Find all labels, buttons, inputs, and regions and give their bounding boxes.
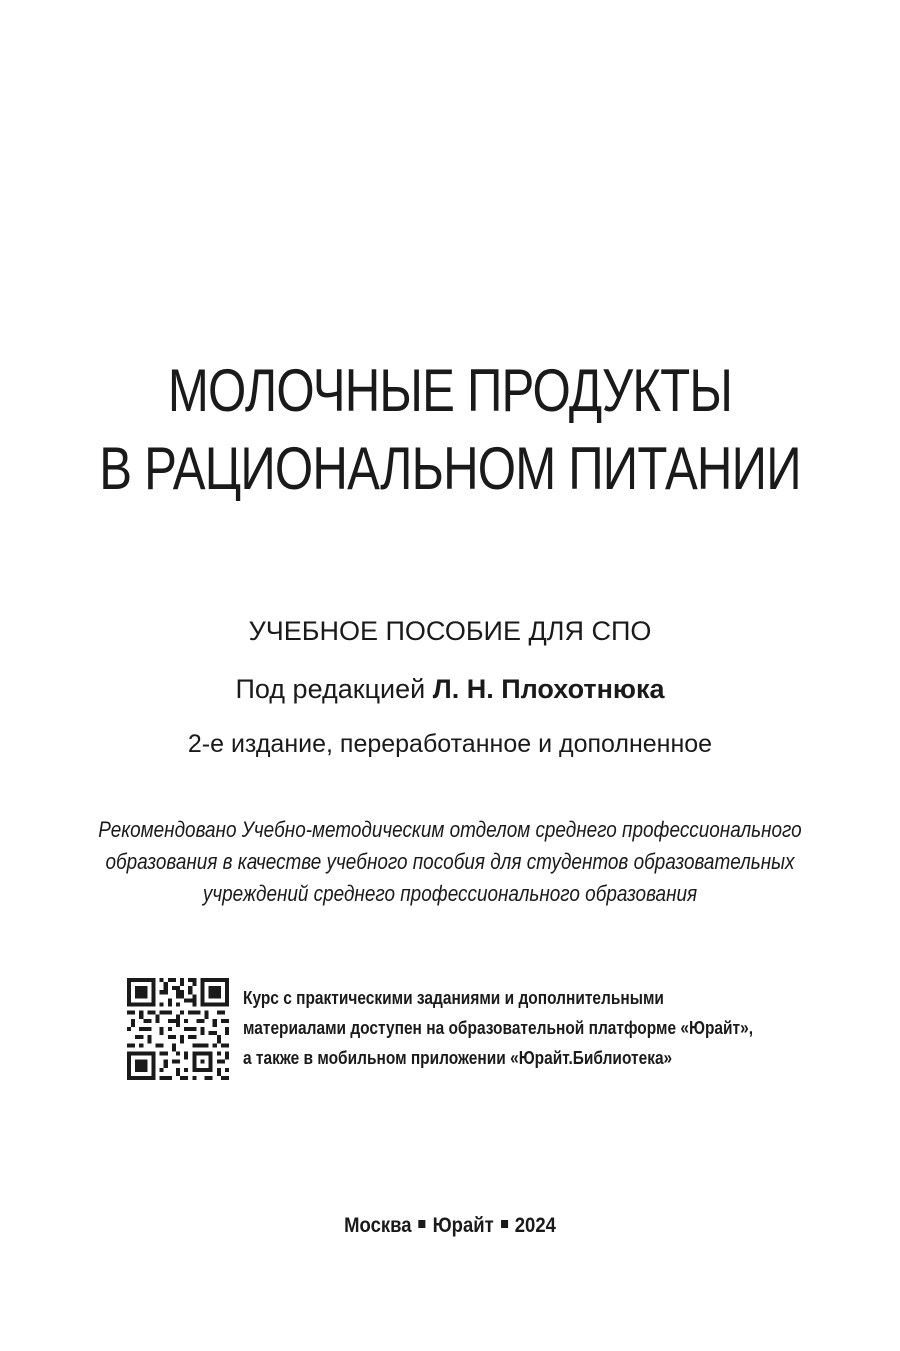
recommendation-line-1: Рекомендовано Учебно-методическим отделом среднего профессионального: [98, 817, 802, 842]
editor-line: [0, 672, 900, 706]
book-title-line-2: В РАЦИОНАЛЬНОМ ПИТАНИИ: [99, 435, 801, 502]
imprint-year: 2024: [514, 1214, 556, 1237]
recommendation-line-3: учреждений среднего профессионального образования: [202, 881, 698, 906]
book-title-line-1: МОЛОЧНЫЕ ПРОДУКТЫ: [167, 357, 733, 424]
book-subtitle: УЧЕБНОЕ ПОСОБИЕ ДЛЯ СПО: [248, 616, 652, 646]
book-title: [81, 352, 819, 508]
editor-name: Л. Н. Плохотнюка: [432, 674, 665, 704]
qr-code-icon[interactable]: [127, 978, 229, 1080]
square-bullet-icon: [501, 1220, 508, 1228]
recommendation-line-2: образования в качестве учебного пособия для студентов образовательных: [105, 849, 795, 874]
editor-prefix: Под редакцией: [235, 674, 426, 704]
imprint-line: [54, 1212, 846, 1240]
square-bullet-icon: [419, 1220, 426, 1228]
course-note-line-1: Курс с практическими заданиями и дополнительными: [243, 988, 664, 1008]
course-availability-note: [243, 983, 759, 1073]
imprint-publisher: Юрайт: [432, 1214, 494, 1237]
course-note-line-3: а также в мобильном приложении «Юрайт.Библиотека»: [243, 1048, 673, 1068]
course-note-line-2: материалами доступен на образовательной платформе «Юрайт»,: [243, 1018, 754, 1038]
imprint-city: Москва: [344, 1214, 412, 1237]
edition-note: 2-е издание, переработанное и дополненное: [187, 730, 713, 758]
recommendation-note: [63, 814, 837, 910]
